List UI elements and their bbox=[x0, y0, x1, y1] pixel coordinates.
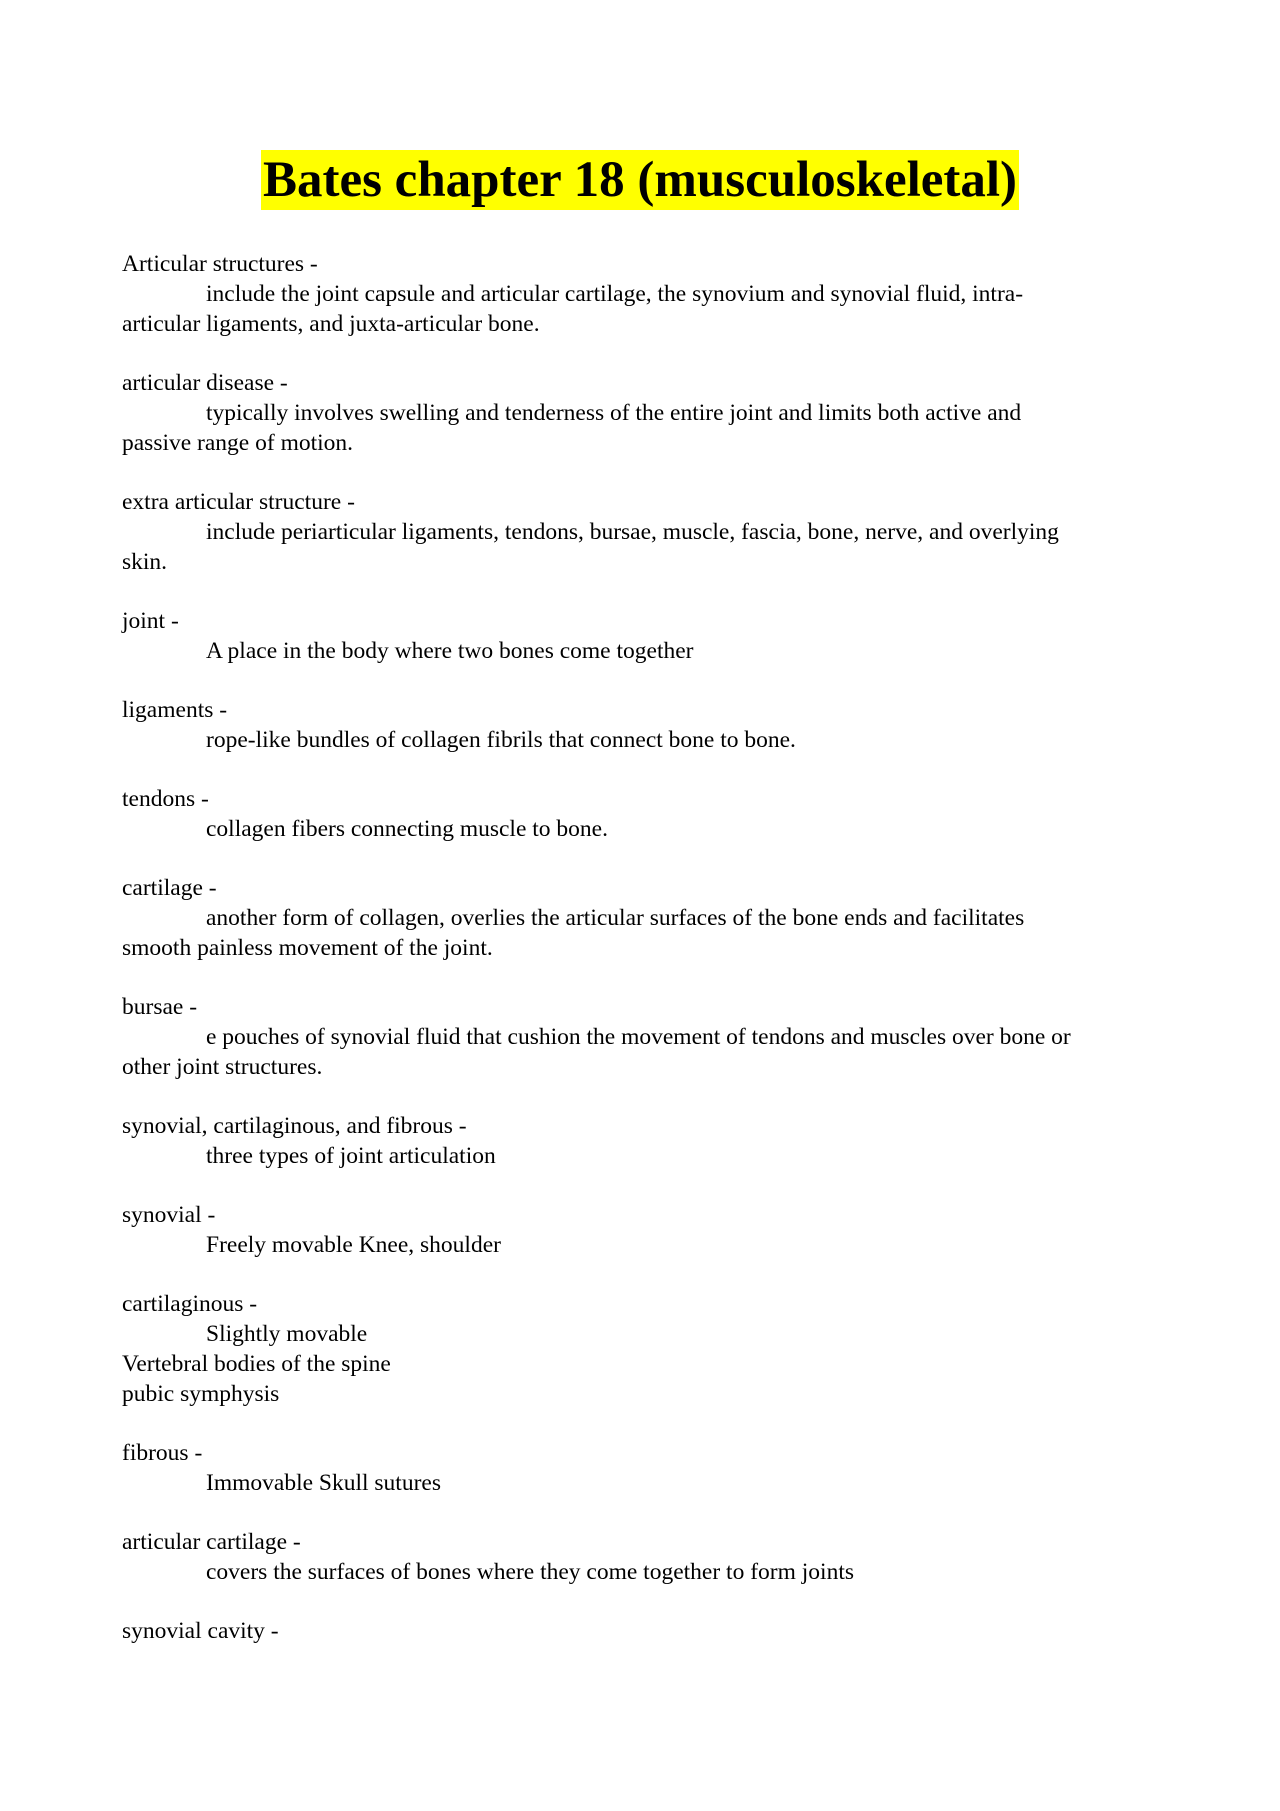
entry-term: cartilaginous - bbox=[122, 1291, 258, 1317]
entry-definition-line: typically involves swelling and tenderness of the entire joint and limits both active and bbox=[206, 400, 1022, 426]
entry-term: tendons - bbox=[122, 786, 209, 812]
entry-definition-line: collagen fibers connecting muscle to bone. bbox=[206, 816, 608, 842]
glossary-entry bbox=[122, 1289, 1162, 1409]
entry-term: joint - bbox=[122, 608, 179, 634]
entry-definition-line: A place in the body where two bones come together bbox=[206, 638, 694, 664]
glossary-entry bbox=[122, 992, 1162, 1082]
glossary-entry bbox=[122, 368, 1162, 458]
entry-definition-line: e pouches of synovial fluid that cushion the movement of tendons and muscles over bone or bbox=[206, 1024, 1071, 1050]
entry-definition-line: other joint structures. bbox=[122, 1054, 323, 1080]
entry-definition-line: three types of joint articulation bbox=[206, 1143, 496, 1169]
glossary-entry bbox=[122, 1200, 1162, 1260]
entry-term: Articular structures - bbox=[122, 251, 318, 277]
entry-definition-line: Freely movable Knee, shoulder bbox=[206, 1232, 501, 1258]
glossary-list bbox=[122, 249, 1162, 1675]
glossary-entry bbox=[122, 606, 1162, 666]
entry-definition-line: Slightly movable bbox=[206, 1321, 368, 1347]
glossary-entry bbox=[122, 695, 1162, 755]
glossary-entry bbox=[122, 249, 1162, 339]
entry-term: fibrous - bbox=[122, 1440, 203, 1466]
entry-term: articular disease - bbox=[122, 370, 288, 396]
entry-definition-line: another form of collagen, overlies the articular surfaces of the bone ends and facilitates bbox=[206, 905, 1025, 931]
entry-definition-line: covers the surfaces of bones where they come together to form joints bbox=[206, 1559, 854, 1585]
entry-definition-line: Immovable Skull sutures bbox=[206, 1470, 441, 1496]
entry-term: extra articular structure - bbox=[122, 489, 355, 515]
entry-term: synovial cavity - bbox=[122, 1618, 279, 1644]
glossary-entry bbox=[122, 1616, 1162, 1646]
entry-definition-line: Vertebral bodies of the spine bbox=[122, 1351, 391, 1377]
entry-term: ligaments - bbox=[122, 697, 228, 723]
entry-definition-line: include the joint capsule and articular cartilage, the synovium and synovial fluid, intra- bbox=[206, 281, 1024, 307]
entry-definition-line: rope-like bundles of collagen fibrils that connect bone to bone. bbox=[206, 727, 796, 753]
entry-term: bursae - bbox=[122, 994, 198, 1020]
entry-term: articular cartilage - bbox=[122, 1529, 301, 1555]
entry-definition-line: passive range of motion. bbox=[122, 430, 354, 456]
glossary-entry bbox=[122, 487, 1162, 577]
title-block bbox=[0, 150, 1280, 210]
page-title: Bates chapter 18 (musculoskeletal) bbox=[262, 152, 1018, 208]
glossary-entry bbox=[122, 873, 1162, 963]
entry-definition-line: include periarticular ligaments, tendons, bursae, muscle, fascia, bone, nerve, and overlying bbox=[206, 519, 1059, 545]
glossary-entry bbox=[122, 784, 1162, 844]
entry-definition-line: skin. bbox=[122, 549, 168, 575]
entry-definition-line: pubic symphysis bbox=[122, 1381, 280, 1407]
glossary-entry bbox=[122, 1527, 1162, 1587]
entry-term: cartilage - bbox=[122, 875, 217, 901]
entry-definition-line: articular ligaments, and juxta-articular bone. bbox=[122, 311, 540, 337]
entry-term: synovial - bbox=[122, 1202, 216, 1228]
entry-definition-line: smooth painless movement of the joint. bbox=[122, 935, 493, 961]
entry-term: synovial, cartilaginous, and fibrous - bbox=[122, 1113, 467, 1139]
glossary-entry bbox=[122, 1111, 1162, 1171]
glossary-entry bbox=[122, 1438, 1162, 1498]
